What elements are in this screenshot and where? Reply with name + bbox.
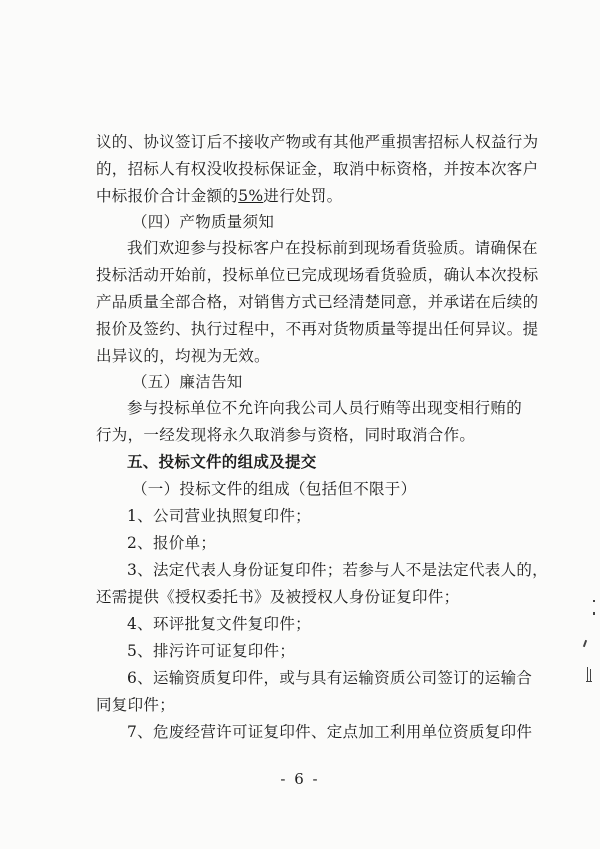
list-item-continuation: 还需提供《授权委托书》及被授权人身份证复印件； xyxy=(96,588,460,606)
penalty-percentage: 5% xyxy=(238,187,264,205)
scan-artifact xyxy=(593,600,595,602)
paragraph-line: 出异议的，均视为无效。 xyxy=(96,347,270,365)
paragraph-line: 投标活动开始前，投标单位已完成现场看货验质，确认本次投标 xyxy=(96,266,539,284)
paragraph-line: 我们欢迎参与投标客户在投标前到现场看货验质。请确保在 xyxy=(127,239,538,257)
scan-artifact xyxy=(587,667,588,681)
list-item: 1、公司营业执照复印件； xyxy=(127,507,311,525)
list-item-continuation: 同复印件； xyxy=(96,696,176,714)
page-number: - 6 - xyxy=(280,770,320,788)
sub-heading-composition: （一）投标文件的组成（包括但不限于） xyxy=(132,480,417,498)
list-item: 5、排污许可证复印件； xyxy=(127,642,296,660)
paragraph-line: 参与投标单位不允许向我公司人员行贿等出现变相行贿的 xyxy=(127,399,523,417)
list-item: 6、运输资质复印件，或与具有运输资质公司签订的运输合 xyxy=(127,669,533,687)
paragraph-line: 行为，一经发现将永久取消参与资格，同时取消合作。 xyxy=(96,426,476,444)
paragraph-text: 中标报价合计金额的 xyxy=(96,187,239,205)
paragraph-line: 的，招标人有权没收投标保证金，取消中标资格，并按本次客户 xyxy=(96,160,539,178)
paragraph-line: 报价及签约、执行过程中，不再对货物质量等提出任何异议。提 xyxy=(96,320,539,338)
paragraph-line: 议的、协议签订后不接收产物或有其他严重损害招标人权益行为 xyxy=(96,133,539,151)
list-item: 4、环评批复文件复印件； xyxy=(127,615,311,633)
main-heading-bid-documents: 五、投标文件的组成及提交 xyxy=(127,452,317,471)
section-heading-integrity: （五）廉洁告知 xyxy=(132,373,243,391)
scan-artifact xyxy=(590,669,591,681)
list-item: 3、法定代表人身份证复印件；若参与人不是法定代表人的， xyxy=(127,561,548,579)
paragraph-line xyxy=(96,185,342,207)
scan-artifact xyxy=(583,640,587,647)
paragraph-text: 进行处罚。 xyxy=(263,187,343,205)
section-heading-quality: （四）产物质量须知 xyxy=(132,213,275,231)
list-item: 7、危废经营许可证复印件、定点加工利用单位资质复印件 xyxy=(127,723,533,741)
list-item: 2、报价单； xyxy=(127,534,217,552)
scan-artifact xyxy=(586,681,592,682)
paragraph-line: 产品质量全部合格，对销售方式已经清楚同意，并承诺在后续的 xyxy=(96,293,539,311)
scan-artifact xyxy=(593,612,595,615)
